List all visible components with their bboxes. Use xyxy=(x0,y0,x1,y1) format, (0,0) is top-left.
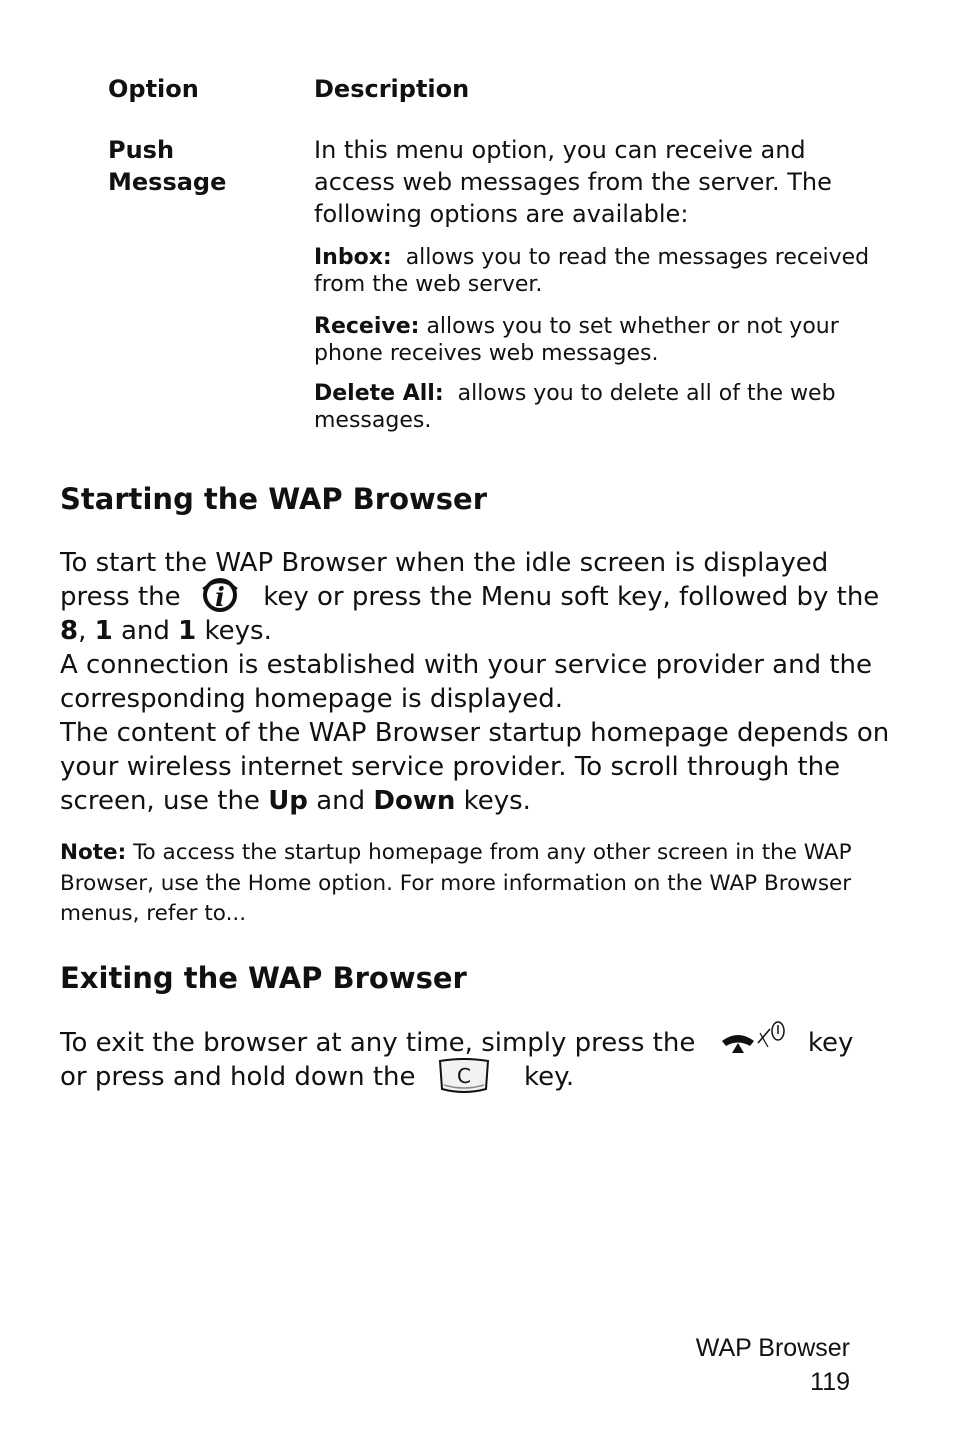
down-key-label: Down xyxy=(373,786,456,816)
exit-text-a: To exit the browser at any time, simply press the xyxy=(60,1028,696,1058)
start-paragraph xyxy=(60,546,890,648)
header-description: Description xyxy=(314,75,470,103)
comma: , xyxy=(78,616,87,646)
inbox-text: allows you to read the messages received from the web server. xyxy=(314,245,870,297)
key-8: 8 xyxy=(60,616,79,646)
content-end: keys. xyxy=(463,786,531,816)
start-text-b: key or press the Menu soft key, followed by the xyxy=(263,582,880,612)
content-paragraph xyxy=(60,716,890,818)
exit-key-word: key xyxy=(807,1028,854,1058)
note-text: To access the startup homepage from any other screen in the WAP Browser, use the Home option. For more information on the WAP Browser menus, refer to... xyxy=(60,840,852,926)
end-key-icon xyxy=(718,1019,790,1059)
row-label-push-message: Push Message xyxy=(108,136,227,196)
header-option: Option xyxy=(108,75,199,103)
clear-key-letter: C xyxy=(456,1063,471,1088)
end-key-slot xyxy=(704,1031,800,1057)
receive-text: allows you to set whether or not your phone receives web messages. xyxy=(314,314,839,366)
key-1a: 1 xyxy=(94,616,113,646)
heading-starting-wap-browser: Starting the WAP Browser xyxy=(60,482,488,516)
exit-line-2 xyxy=(60,1060,890,1094)
clear-key-slot xyxy=(424,1065,516,1091)
internet-key-icon xyxy=(199,573,241,615)
option-inbox xyxy=(314,244,874,298)
note-label: Note: xyxy=(60,840,127,865)
exit-text-d: key. xyxy=(524,1062,575,1092)
page-number: 119 xyxy=(810,1368,850,1396)
svg-text:i: i xyxy=(214,582,225,613)
exit-text-c: or press and hold down the xyxy=(60,1062,416,1092)
footer xyxy=(696,1331,850,1399)
deleteall-label: Delete All: xyxy=(314,381,444,406)
internet-key-slot xyxy=(189,582,255,613)
option-receive xyxy=(314,313,874,367)
and-text: and xyxy=(120,616,170,646)
key-1b: 1 xyxy=(178,616,197,646)
clear-key-icon xyxy=(436,1055,492,1097)
up-key-label: Up xyxy=(268,786,308,816)
connection-paragraph: A connection is established with your service provider and the corresponding homepage is displayed. xyxy=(60,650,873,714)
note-paragraph xyxy=(60,838,860,930)
inbox-label: Inbox: xyxy=(314,245,392,270)
footer-section-name: WAP Browser xyxy=(695,1334,850,1362)
row-description: In this menu option, you can receive and access web messages from the server. The following options are available: xyxy=(314,136,832,228)
deleteall-text: allows you to delete all of the web messages. xyxy=(314,381,836,433)
content-text-a: The content of the WAP Browser startup homepage depends on your wireless internet service provider. To scroll through the screen, use the xyxy=(60,718,890,816)
receive-label: Receive: xyxy=(314,314,420,339)
keys-text: keys. xyxy=(204,616,272,646)
heading-exiting-wap-browser: Exiting the WAP Browser xyxy=(60,961,467,995)
content-and: and xyxy=(316,786,366,816)
start-text-a: To start the WAP Browser when the idle screen is displayed press the xyxy=(60,548,829,612)
option-delete-all xyxy=(314,380,874,434)
